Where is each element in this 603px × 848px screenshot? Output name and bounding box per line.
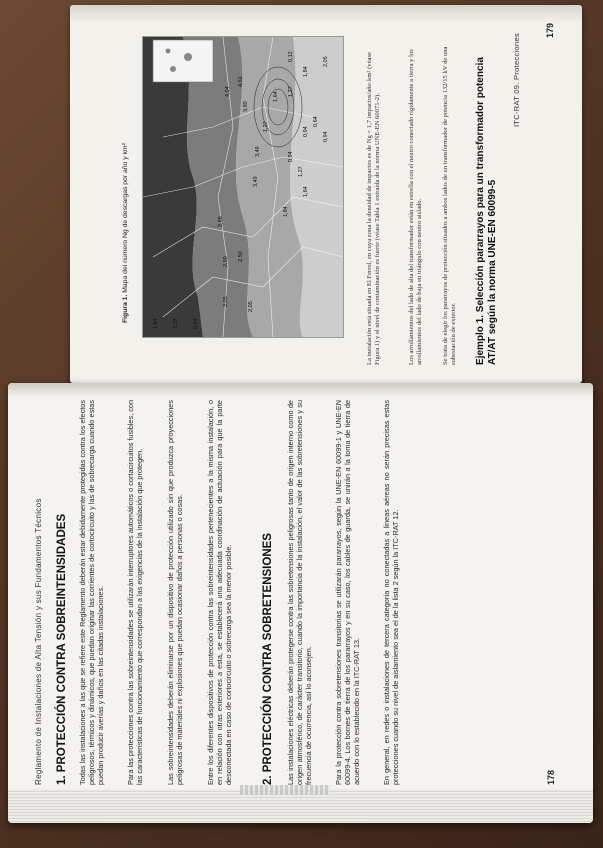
figure-caption-label: Figura 1.: [122, 294, 129, 323]
map-contour-label: 4,61: [238, 76, 244, 87]
page-number: 178: [546, 769, 556, 785]
map-contour-label: 0,64: [313, 116, 319, 127]
figure-caption-text: Mapa del número Ng de descargas por año y km²: [122, 143, 129, 293]
map-contour-label: 2,50: [223, 256, 229, 267]
section-1-paragraph: Las sobreintensidades deberán eliminarse por un dispositivo de protección utilizado sin que produzca proyecciones peligrosas de materiales ni explosiones que puedan ocasionar daños a personas o cosas.: [166, 400, 185, 785]
map-contour-label: 2,05: [323, 56, 329, 67]
page-number: 179: [545, 23, 555, 39]
section-1-paragraph: Todas las instalaciones a las que se refiere este Reglamento deberán estar debidamente protegidas contra los efectos peligrosos, térmicos y dinámicos, que puedan originar las corrientes de cortocircuito y las de sobrecarga cuando estas puedan producir averías y daños en las citadas instalaciones.: [78, 400, 106, 785]
section-1-paragraph: Entre los diferentes dispositivos de protección contra las sobreintensidades pertenecientes a la misma instalación, o en relación con otras exteriores a esta, se establecerá una adecuada coordinación de actuación para que la parte desconectada en caso de cortocircuito o sobrecarga sea la menor posible.: [206, 400, 234, 785]
map-contour-label: 3,49: [253, 176, 259, 187]
page-178-content: [8, 383, 593, 793]
map-contour-label: 3,80: [243, 101, 249, 112]
map-contour-label: 1,84: [283, 206, 289, 217]
example-title: Ejemplo 1. Selección pararrayos para un transformador potencia AT/AT según la norma UNE-EN 60099-5: [475, 57, 498, 365]
figure-caption: [122, 23, 129, 323]
map-contour-label: 1,84: [303, 66, 309, 77]
page-179: [70, 5, 582, 383]
lightning-density-map: [142, 36, 344, 338]
map-contour-label: 0,94: [193, 318, 199, 329]
section-2-paragraph: En general, en redes o instalaciones de tercera categoría no conectadas a líneas aéreas no serán precisas estas protecciones cuando su nivel de aislamiento sea el de la lista 2 según la ITC-RAT 12.: [382, 400, 401, 785]
map-contour-label: 0,94: [323, 131, 329, 142]
example-paragraph: Se trata de elegir los pararrayos de protección situados a ambos lados de un transformador de potencia 132/15 kV de una subestación de exterior.: [442, 46, 458, 365]
running-header: ITC-RAT 09. Protecciones: [512, 33, 521, 128]
page-179-content: [70, 5, 582, 383]
example-paragraph: La instalación está situada en El Ferrol, en cuya zona la densidad de impactos es de Ng = 1,7 impactos/año·km² (véase Figura 1) y el nivel de contaminación es fuerte (véase Tabla 1 extraída de la norma UNE-EN 60071-2).: [366, 52, 382, 365]
map-contour-label: 1,27: [288, 86, 294, 97]
running-header: Reglamento de Instalaciones de Alta Tensión y sus Fundamentos Técnicos: [34, 498, 43, 785]
section-1-paragraph: Para las protecciones contra las sobreintensidades se utilizarán interruptores automáticos o cortacircuitos fusibles, con las características de funcionamiento que correspondan a las exigencias de la instalación que protegen.: [126, 400, 145, 785]
edge-stamp: [240, 785, 330, 795]
page-178: [8, 383, 593, 823]
map-contour-label: 2,05: [223, 296, 229, 307]
map-contour-label: 4,04: [225, 86, 231, 97]
map-contour-label: 2,50: [238, 251, 244, 262]
map-contour-label: 1,64: [273, 91, 279, 102]
map-contour-label: 1,27: [298, 166, 304, 177]
map-contour-label: 0,12: [288, 51, 294, 62]
map-contour-label: 0,94: [288, 151, 294, 162]
map-contour-label: 0,94: [303, 126, 309, 137]
map-contour-label: 1,27: [263, 121, 269, 132]
section-2-paragraph: Las instalaciones eléctricas deberán protegerse contra las sobretensiones peligrosas tanto de origen interno como de origen atmosférico, de carácter transitorio, cuando la importancia de la instalación, el valor de las sobretensiones y su frecuencia de ocurrencia, así lo aconsejen.: [286, 400, 314, 785]
map-contour-label: 1,27: [173, 318, 179, 329]
section-2-paragraph: Para la protección contra sobretensiones transitorias se utilizarán pararrayos, según la UNE-EN 60099-1 y UNE-EN 60099-4. Los bornes de tierra de los pararrayos y en su caso, los cables de guarda, se unirán a la toma de tierra de acuerdo con lo establecido en la ITC-RAT 13.: [334, 400, 362, 785]
map-contour-label: 1,64: [153, 318, 159, 329]
section-1-title: 1. PROTECCIÓN CONTRA SOBREINTENSIDADES: [56, 513, 68, 785]
map-contour-label: 1,64: [303, 186, 309, 197]
section-2-title: 2. PROTECCIÓN CONTRA SOBRETENSIONES: [262, 533, 274, 785]
map-contour-label: 2,88: [218, 216, 224, 227]
map-contour-label: 2,05: [248, 301, 254, 312]
map-contour-label: 3,49: [255, 146, 261, 157]
example-paragraph: Los arrollamientos del lado de alta del transformador están en estrella con el neutro conectado rígidamente a tierra y los arrollamientos del lado de baja en triángulo con neutro aislado.: [408, 49, 424, 365]
